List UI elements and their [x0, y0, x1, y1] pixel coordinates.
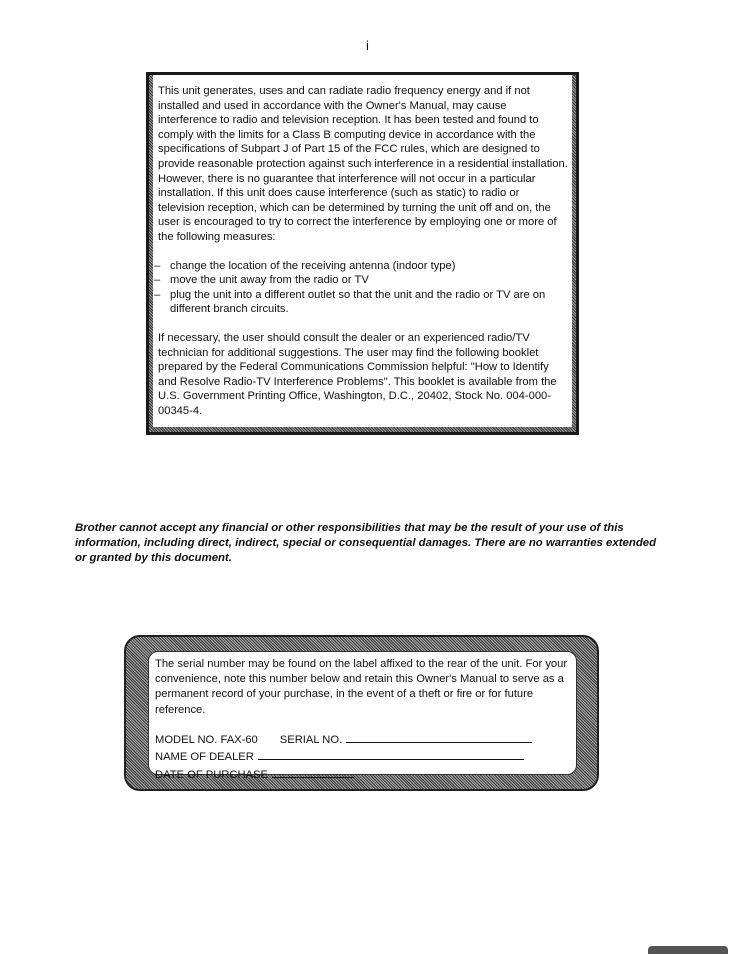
page-number: i	[366, 38, 369, 53]
date-row	[155, 766, 572, 784]
serial-label: SERIAL NO.	[279, 733, 343, 746]
date-label: DATE OF PURCHASE	[155, 768, 268, 781]
record-fields	[155, 731, 572, 784]
page-edge-mark	[648, 946, 728, 954]
serial-number-field[interactable]	[346, 731, 532, 743]
list-item: – plug the unit into a different outlet so that the unit and the radio or TV are on different branch circuits.	[154, 288, 546, 316]
serial-record-content	[148, 651, 577, 781]
dealer-row	[155, 748, 572, 766]
fcc-notice-box	[146, 72, 579, 435]
fcc-notice-content	[153, 75, 572, 427]
serial-instructions: The serial number may be found on the label affixed to the rear of the unit. For your convenience, note this number below and retain this Owner's Manual to serve as a permanent record of your purchase, in the event of a theft or fire or for future reference.	[155, 658, 568, 716]
serial-record-box	[124, 635, 599, 791]
fcc-paragraph-2: If necessary, the user should consult the dealer or an experienced radio/TV technician for additional suggestions. The user may find the following booklet prepared by the Federal Communications Commission helpful: "How to Identify and Resolve Radio-TV Interference Problems". This booklet is available from the U.S. Government Printing Office, Washington, D.C., 20402, Stock No. 004-000-00345-4.	[158, 331, 557, 417]
purchase-date-field[interactable]	[272, 766, 354, 778]
disclaimer-text: Brother cannot accept any financial or other responsibilities that may be the result of your use of this information, including direct, indirect, special or consequential damages. There are no warranties extended or granted by this document.	[75, 522, 657, 564]
measures-list	[154, 259, 568, 317]
model-serial-row	[155, 731, 572, 749]
model-number: MODEL NO. FAX-60	[155, 733, 258, 746]
list-item: – move the unit away from the radio or TV	[154, 274, 369, 287]
fcc-paragraph-1: This unit generates, uses and can radiate radio frequency energy and if not installed and used in accordance with the Owner's Manual, may cause interference to radio and television reception. It has been tested and found to comply with the limits for a Class B computing device in accordance with the specifications of Subpart J of Part 15 of the FCC rules, which are designed to provide reasonable protection against such interference in a residential installation. However, there is no guarantee that interference will not occur in a particular installation. If this unit does cause interference (such as static) to radio or television reception, which can be determined by turning the unit off and on, the user is encouraged to try to correct the interference by employing one or more of the following measures:	[158, 85, 568, 243]
dealer-name-field[interactable]	[258, 748, 524, 760]
list-item: – change the location of the receiving antenna (indoor type)	[154, 259, 456, 272]
dealer-label: NAME OF DEALER	[155, 751, 254, 764]
